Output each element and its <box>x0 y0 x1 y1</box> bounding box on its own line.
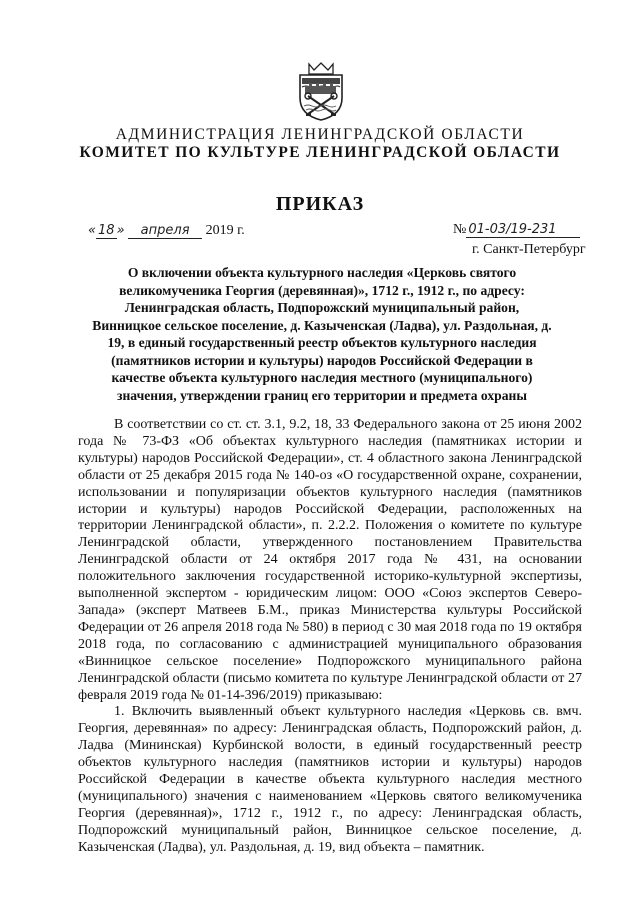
coat-of-arms-icon <box>296 62 346 122</box>
place-of-issue: г. Санкт-Петербург <box>472 242 586 257</box>
clause-1-paragraph: 1. Включить выявленный объект культурного наследия «Церковь св. вмч. Георгия, деревянная» по адресу: Ленинградская область, Подпорожский район, д. Ладва (Мининская) Курбинской волости, в единый государственный реестр объектов культурного наследия (памятников истории и культуры) народов Российской Федерации в качестве объекта культурного наследия местного (муниципального) значения с наименованием «Церковь святого великомученика Георгия (деревянная)», 1712 г., 1912 г., по адресу: Ленинградская область, Подпорожский муниципальный район, Винницкое сельское поселение, д. Казыченская (Ладва), ул. Раздольная, д. 19, вид объекта – памятник. <box>78 704 582 855</box>
date-close-quote: » <box>116 223 125 238</box>
order-number-value: 01-03/19-231 <box>466 222 580 238</box>
preamble-paragraph: В соответствии со ст. ст. 3.1, 9.2, 18, 33 Федерального закона от 25 июня 2002 года № 73-ФЗ «Об объектах культурного наследия (памятниках истории и культуры) народов Российской Федерации», ст. 4 областного закона Ленинградской области от 25 декабря 2015 года № 140-оз «О государственной охране, сохранении, использовании и популяризации объектов культурного наследия (памятников истории и культуры) народов Российской Федерации, расположенных на территории Ленинградской области», п. 2.2.2. Положения о комитете по культуре Ленинградской области, утвержденного постановлением Правительства Ленинградской области от 24 октября 2017 года № 431, на основании положительного заключения государственной историко-культурной экспертизы, выполненной экспертом - юридическим лицом: ООО «Союз экспертов Северо-Запада» (эксперт Матвеев Б.М., приказ Министерства культуры Российской Федерации от 26 апреля 2018 года № 580) в период с 30 мая 2018 года по 19 октября 2018 года, по согласованию с администрацией муниципального образования «Винницкое сельское поселение» Подпорожского муниципального района Ленинградской области (письмо комитета по культуре Ленинградской области от 27 февраля 2019 года № 01-14-396/2019) приказываю: <box>78 417 582 703</box>
date-open-quote: « <box>88 223 97 238</box>
date-month: апреля <box>128 223 202 239</box>
date-year: 2019 г. <box>205 223 245 238</box>
committee-heading: КОМИТЕТ ПО КУЛЬТУРЕ ЛЕНИНГРАДСКОЙ ОБЛАСТИ <box>79 144 561 161</box>
administration-heading: АДМИНИСТРАЦИЯ ЛЕНИНГРАДСКОЙ ОБЛАСТИ <box>115 126 525 143</box>
order-date <box>88 223 245 239</box>
order-number <box>453 222 580 238</box>
order-number-prefix: № <box>453 222 467 237</box>
order-subject: О включении объекта культурного наследия «Церковь святого великомученика Георгия (деревянная)», 1712 г., 1912 г., по адресу: Ленинградская область, Подпорожский муниципальный район, Винницкое сельское поселение, д. Казыченская (Ладва), ул. Раздольная, д. 19, в единый государственный реестр объектов культурного наследия (памятников истории и культуры) народов Российской Федерации в качестве объекта культурного наследия местного (муниципального) значения, утверждении границ его территории и предмета охраны <box>92 265 552 403</box>
order-body <box>78 417 582 857</box>
date-day: 18 <box>98 223 115 238</box>
document-title: ПРИКАЗ <box>275 193 365 215</box>
